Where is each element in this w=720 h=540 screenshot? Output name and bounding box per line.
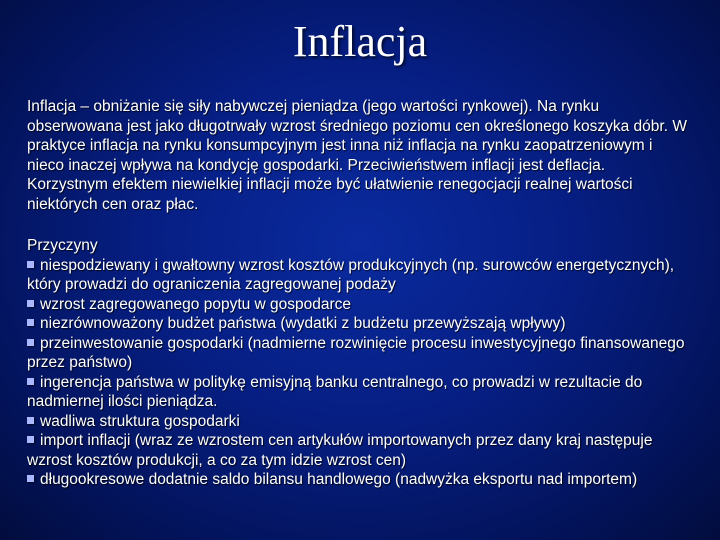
square-bullet-icon <box>27 378 34 385</box>
section-spacer <box>27 214 692 236</box>
definition-paragraph <box>27 97 692 175</box>
square-bullet-icon <box>27 475 34 482</box>
cause-item <box>27 431 692 470</box>
cause-text: wadliwa struktura gospodarki <box>40 412 240 430</box>
cause-item <box>27 373 692 412</box>
square-bullet-icon <box>27 300 34 307</box>
square-bullet-icon <box>27 261 34 268</box>
cause-item <box>27 256 692 295</box>
definition-note: Korzystnym efektem niewielkiej inflacji może być ułatwienie renegocjacji realnej wartości niektórych cen oraz płac. <box>27 176 633 213</box>
cause-item <box>27 334 692 373</box>
cause-text: wzrost zagregowanego popytu w gospodarce <box>40 295 352 313</box>
definition-text: – obniżanie się siły nabywczej pieniądza (jego wartości rynkowej). Na rynku obserwowana jest jako długotrwały wzrost średniego poziomu cen określonego koszyka dóbr. W praktyce inflacja na rynku konsumpcyjnym jest inna niż inflacja na rynku zaopatrzeniowym i nieco inaczej wpływa na kondycję gospodarki. Przeciwieństwem inflacji jest deflacja. <box>27 98 687 174</box>
square-bullet-icon <box>27 417 34 424</box>
cause-text: import inflacji (wraz ze wzrostem cen artykułów importowanych przez dany kraj następuje wzrost kosztów produkcji, a co za tym idzie wzrost cen) <box>27 432 653 469</box>
cause-item <box>27 295 692 315</box>
definition-term: Inflacja <box>27 98 77 115</box>
cause-item <box>27 470 692 490</box>
square-bullet-icon <box>27 436 34 443</box>
cause-text: ingerencja państwa w politykę emisyjną banku centralnego, co prowadzi w rezultacie do nadmiernej ilości pieniądza. <box>27 373 643 410</box>
slide-title: Inflacja <box>292 17 428 66</box>
square-bullet-icon <box>27 319 34 326</box>
cause-text: długookresowe dodatnie saldo bilansu handlowego (nadwyżka eksportu nad importem) <box>40 471 638 488</box>
square-bullet-icon <box>27 339 34 346</box>
cause-item <box>27 412 692 432</box>
cause-text: niezrównoważony budżet państwa (wydatki z budżetu przewyższają wpływy) <box>40 315 566 332</box>
cause-text: niespodziewany i gwałtowny wzrost kosztów produkcyjnych (np. surowców energetycznych), który prowadzi do ograniczenia zagregowanej podaży <box>27 256 675 293</box>
cause-item <box>27 314 692 334</box>
cause-text: przeinwestowanie gospodarki (nadmierne rozwinięcie procesu inwestycyjnego finansowanego przez państwo) <box>27 334 685 371</box>
causes-heading: Przyczyny <box>27 237 98 254</box>
slide-content <box>27 97 692 490</box>
